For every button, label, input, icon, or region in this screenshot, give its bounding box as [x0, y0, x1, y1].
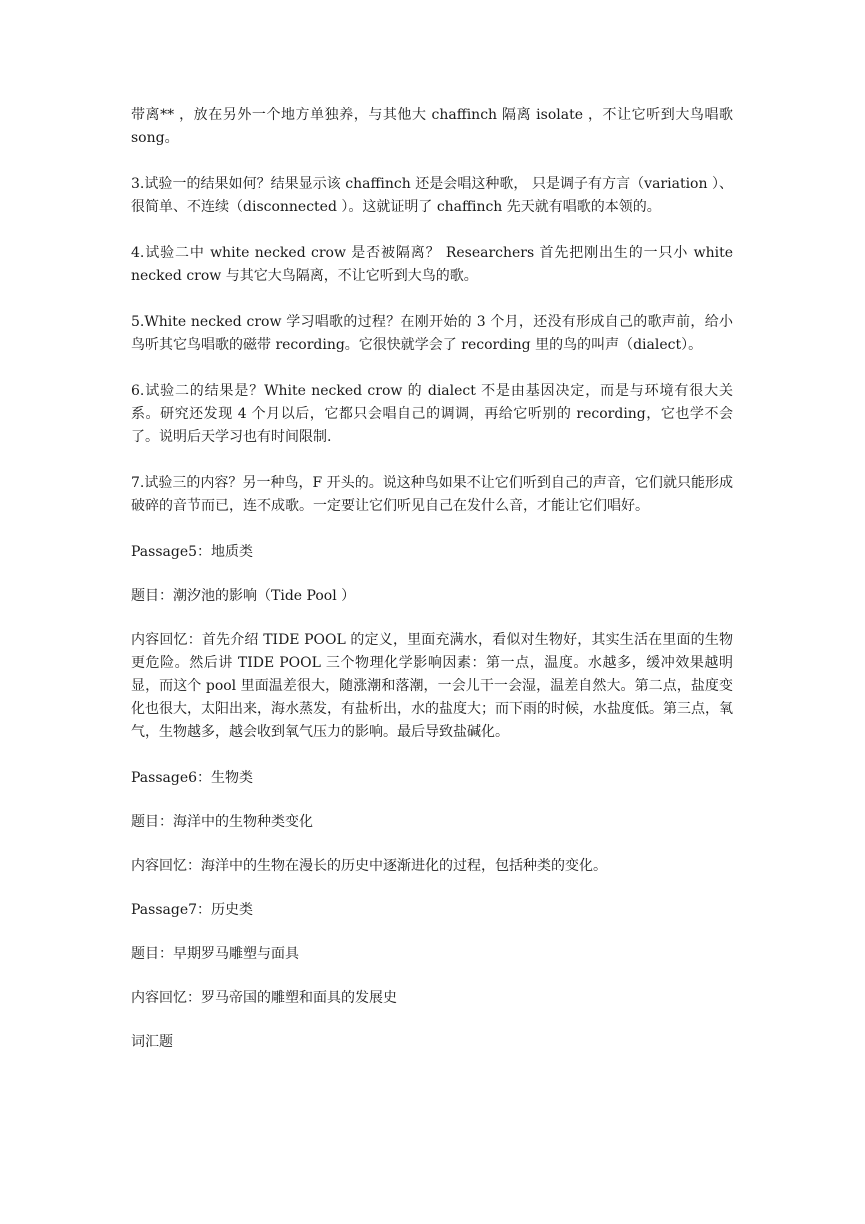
passage6-recall: 内容回忆：海洋中的生物在漫长的历史中逐渐进化的过程，包括种类的变化。: [131, 858, 607, 874]
vocabulary-section-heading: 词汇题: [131, 1034, 173, 1050]
passage5-heading: Passage5：地质类: [131, 544, 254, 560]
passage7-recall: 内容回忆：罗马帝国的雕塑和面具的发展史: [131, 990, 397, 1006]
passage6-heading: Passage6：生物类: [131, 770, 254, 786]
paragraph-isolation-continued: 带离** ，放在另外一个地方单独养，与其他大 chaffinch 隔离 isolate ，不让它听到大鸟唱歌 song。: [131, 107, 733, 146]
paragraph-experiment-3-content: 7.试验三的内容？另一种鸟，F 开头的。说这种鸟如果不让它们听到自己的声音，它们就只能形成破碎的音节而已，连不成歌。一定要让它们听见自己在发什么音，才能让它们唱好。: [131, 475, 733, 514]
paragraph-experiment-2-isolation: 4.试验二中 white necked crow 是否被隔离？ Researchers 首先把刚出生的一只小 white necked crow 与其它大鸟隔离，不让它听到大鸟的歌。: [131, 245, 733, 284]
paragraph-experiment-2-result: 6.试验二的结果是？White necked crow 的 dialect 不是由基因决定，而是与环境有很大关系。研究还发现 4 个月以后，它都只会唱自己的调调，再给它听别的 recording，它也学不会了。说明后天学习也有时间限制.: [131, 383, 733, 445]
passage5-title: 题目：潮汐池的影响（Tide Pool ）: [131, 588, 356, 604]
paragraph-crow-learning-process: 5.White necked crow 学习唱歌的过程？在刚开始的 3 个月，还没有形成自己的歌声前，给小鸟听其它鸟唱歌的磁带 recording。它很快就学会了 recording 里的鸟的叫声（dialect）。: [131, 314, 733, 353]
paragraph-experiment-1-result: 3.试验一的结果如何？结果显示该 chaffinch 还是会唱这种歌， 只是调子有方言（variation ）、很简单、不连续（disconnected ）。这就证明了 chaffinch 先天就有唱歌的本领的。: [131, 176, 733, 215]
passage7-title: 题目：早期罗马雕塑与面具: [131, 946, 299, 962]
passage6-title: 题目：海洋中的生物种类变化: [131, 814, 313, 830]
passage7-heading: Passage7：历史类: [131, 902, 254, 918]
document-body: [131, 104, 733, 1075]
passage5-recall: 内容回忆：首先介绍 TIDE POOL 的定义，里面充满水，看似对生物好，其实生活在里面的生物更危险。然后讲 TIDE POOL 三个物理化学影响因素：第一点，温度。水越多，缓冲效果越明显，而这个 pool 里面温差很大，随涨潮和落潮，一会儿干一会湿，温差自然大。第二点，盐度变化也很大，太阳出来，海水蒸发，有盐析出，水的盐度大；而下雨的时候，水盐度低。第三点，氧气，生物越多，越会收到氧气压力的影响。最后导致盐碱化。: [131, 632, 733, 740]
